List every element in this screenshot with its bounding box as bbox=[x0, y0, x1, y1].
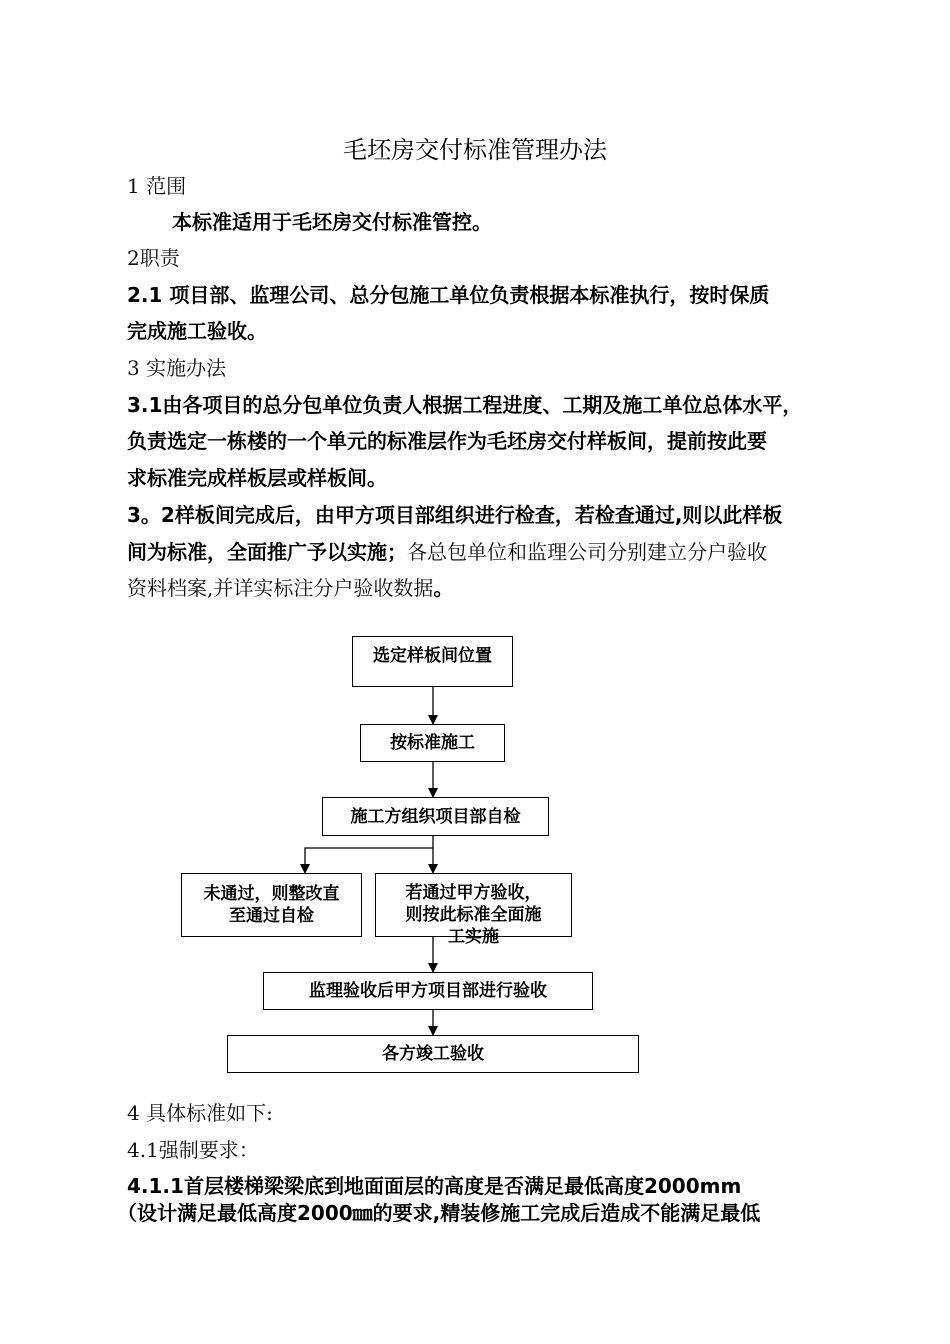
section-3-p2-bold-part: 间为标准，全面推广予以实施； bbox=[127, 540, 407, 564]
flow-step-self-inspection bbox=[322, 797, 549, 836]
arrow-to-fail-box bbox=[305, 848, 433, 873]
section-3-p2-period: 。 bbox=[433, 576, 454, 600]
section-3-p2-light-part: 各总包单位和监理公司分别建立分户验收 bbox=[407, 540, 767, 564]
section-1-text: 本标准适用于毛坯房交付标准管控。 bbox=[172, 210, 492, 234]
section-3-heading: 3 实施办法 bbox=[127, 356, 227, 380]
flow-step-pass-implement bbox=[375, 873, 572, 947]
section-2-line-2: 完成施工验收。 bbox=[127, 319, 267, 343]
flow-step-select-sample-room bbox=[352, 636, 513, 687]
flow-step-supervisor-acceptance-label: 监理验收后甲方项目部进行验收 bbox=[309, 981, 547, 1001]
flow-step-fail-rectify-label: 未通过，则整改直至通过自检 bbox=[203, 884, 340, 926]
flow-step-build-by-standard-label: 按标准施工 bbox=[390, 733, 475, 753]
flow-step-pass-implement-label: 若通过甲方验收，则按此标准全面施工实施 bbox=[405, 883, 542, 947]
section-4-1-heading: 4.1强制要求： bbox=[127, 1138, 259, 1162]
flow-step-build-by-standard bbox=[360, 724, 505, 762]
flow-step-final-acceptance-label: 各方竣工验收 bbox=[382, 1044, 484, 1064]
section-4-1-1-line-1: 4.1.1首层楼梯梁梁底到地面面层的高度是否满足最低高度2000mm bbox=[127, 1174, 742, 1198]
section-4-1-1-line-2: （设计满足最低高度2000㎜的要求,精装修施工完成后造成不能满足最低 bbox=[117, 1201, 761, 1225]
section-3-p2-line-1: 3。2样板间完成后，由甲方项目部组织进行检查，若检查通过,则以此样板 bbox=[127, 503, 783, 527]
flow-step-select-sample-room-label: 选定样板间位置 bbox=[373, 646, 492, 666]
flow-step-final-acceptance bbox=[227, 1035, 639, 1073]
flow-step-self-inspection-label: 施工方组织项目部自检 bbox=[350, 806, 521, 827]
flow-step-fail-rectify bbox=[181, 873, 362, 937]
section-2-heading: 2职责 bbox=[127, 246, 180, 270]
flow-step-supervisor-acceptance bbox=[263, 972, 593, 1010]
section-3-p1-line-1: 3.1由各项目的总分包单位负责人根据工程进度、工期及施工单位总体水平， bbox=[127, 393, 803, 417]
section-3-p2-light-end: 资料档案,并详实标注分户验收数据 bbox=[127, 576, 434, 600]
section-2-line-1: 2.1 项目部、监理公司、总分包施工单位负责根据本标准执行，按时保质 bbox=[127, 283, 770, 307]
section-4-heading: 4 具体标准如下: bbox=[127, 1101, 273, 1125]
section-3-p1-line-2: 负责选定一栋楼的一个单元的标准层作为毛坯房交付样板间，提前按此要 bbox=[127, 429, 767, 453]
section-3-p1-line-3: 求标准完成样板层或样板间。 bbox=[127, 466, 387, 490]
page-title: 毛坯房交付标准管理办法 bbox=[343, 136, 607, 164]
section-1-heading: 1 范围 bbox=[127, 174, 187, 198]
